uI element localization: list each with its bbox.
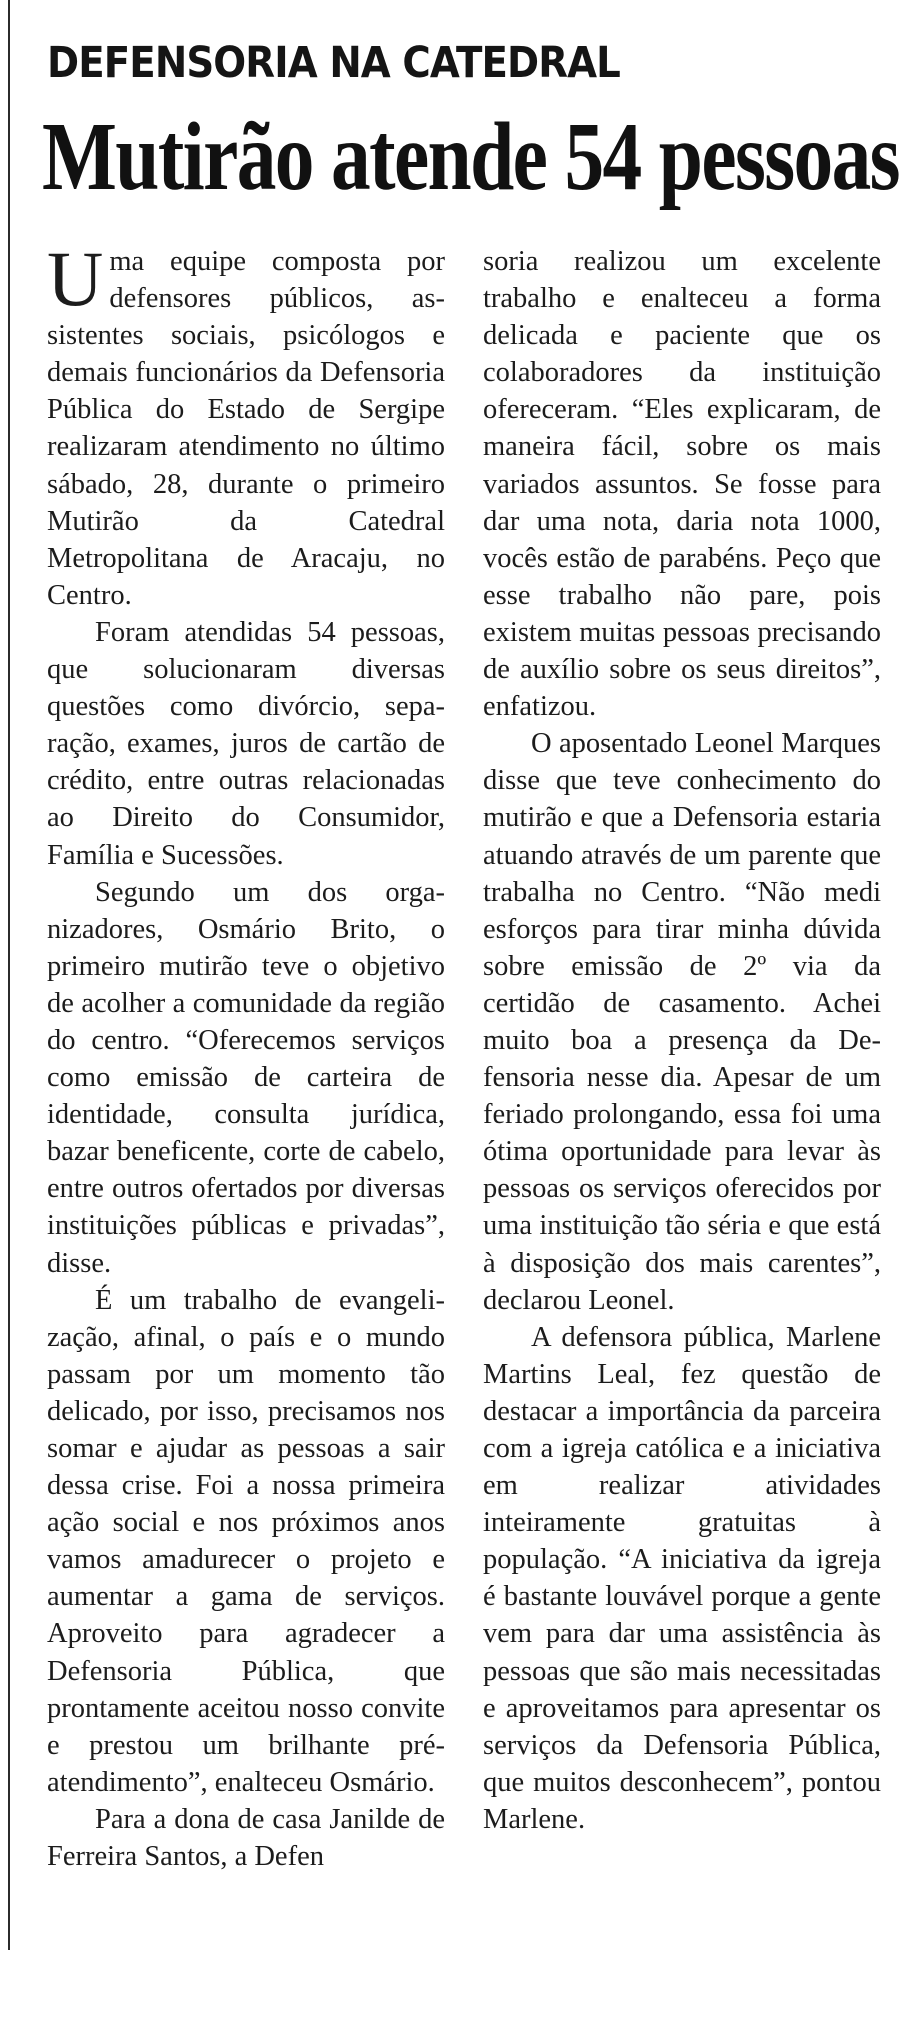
paragraph-6: O aposentado Leonel Marques disse que teve conhecimento do mutirão e que a Defensoria estaria atuando através de um parente que trabalha no Centro. “Não medi esforços para tirar minha dúvida sobre emissão de 2º via da certidão de casamento. Achei muito boa a presença da Defensoria nesse dia. Apesar de um feriado prolongando, essa foi uma ótima oportunidade para levar às pessoas os serviços oferecidos por uma instituição tão séria e que está à disposição dos mais carentes”, declarou Leonel. — [483, 728, 881, 1316]
paragraph-4: É um trabalho de evangelização, afinal, o país e o mundo passam por um momento tão delicado, por isso, precisamos nos somar e ajudar as pessoas a sair dessa crise. Foi a nossa primeira ação social e nos próximos anos vamos amadurecer o projeto e aumentar a gama de serviços. Aproveito para agradecer a Defensoria Pública, que prontamente aceitou nosso convite e prestou um brilhante pré-atendimento”, enalteceu Osmário. — [47, 1284, 445, 1798]
paragraph-7: A defensora pública, Marlene Martins Leal, fez questão de destacar a importância da parceira com a igreja católica e a iniciativa em realizar atividades inteiramente gratuitas à população. “A iniciativa da igreja é bastante louvável porque a gente vem para dar uma assistência às pessoas que são mais necessitadas e aproveitamos para apresentar os serviços da Defensoria Pública, que muitos desconhecem”, pontou Marlene. — [483, 1321, 881, 1835]
article-column-left — [47, 235, 445, 1875]
paragraph-text: ma equipe composta por defensores públicos, assistentes sociais, psicólogos e demais funcionários da Defensoria Pública do Estado de Sergipe realizaram atendimento no último sábado, 28, durante o primeiro Mutirão da Catedral Metropolitana de Aracaju, no Centro. — [47, 246, 445, 611]
column-rule — [8, 0, 10, 1950]
paragraph-5: Para a dona de casa Janilde de Ferreira Santos, a Defen — [47, 1803, 445, 1873]
paragraph-1 — [47, 235, 445, 614]
paragraph-3: Segundo um dos organizadores, Osmário Brito, o primeiro mutirão teve o objetivo de acolher a comunidade da região do centro. “Oferecemos serviços como emissão de carteira de identidade, consulta jurídica, bazar beneficente, corte de cabelo, entre outros ofertados por diversas instituições públicas e privadas”, disse. — [47, 876, 445, 1279]
article-headline: Mutirão atende 54 pessoas — [42, 103, 899, 211]
article-column-right — [483, 243, 881, 1838]
drop-cap: U — [47, 235, 104, 322]
paragraph-2: Foram atendidas 54 pessoas, que solucionaram diversas questões como divórcio, separação, exames, juros de cartão de crédito, entre outras relacionadas ao Direito do Consumidor, Família e Sucessões. — [47, 616, 445, 871]
paragraph-5-continued: soria realizou um excelente trabalho e enalteceu a forma delicada e paciente que os colaboradores da instituição ofereceram. “Eles explicaram, de maneira fácil, sobre os mais variados assuntos. Se fosse para dar uma nota, daria nota 1000, vocês estão de parabéns. Peço que esse trabalho não pare, pois existem muitas pessoas precisando de auxílio sobre os seus direitos”, enfatizou. — [483, 246, 881, 723]
section-kicker: DEFENSORIA NA CATEDRAL — [47, 38, 620, 88]
